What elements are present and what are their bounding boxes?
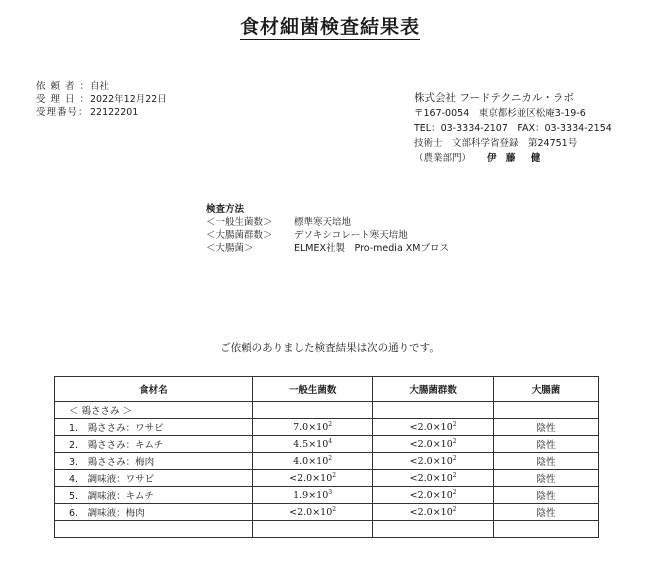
method-value: ELMEX社製 Pro-media XMブロス: [294, 243, 449, 254]
method-item: [206, 229, 449, 242]
table-empty-row: [55, 521, 599, 538]
lab-address: 〒167-0054 東京都杉並区松庵3-19-6: [414, 108, 586, 119]
general-count: [252, 436, 373, 453]
method-item: [206, 242, 449, 255]
general-count: [252, 470, 373, 487]
general-count-base: 4.5×10: [293, 439, 329, 450]
intro-text: ご依頼のありました検査結果は次の通りです。: [220, 342, 440, 354]
general-count-base: 7.0×10: [293, 422, 329, 433]
empty-cell: [373, 521, 494, 538]
ecoli-result: 陰性: [493, 504, 598, 521]
general-count-exponent: 2: [328, 421, 333, 428]
general-count-base: 1.9×10: [293, 490, 329, 501]
coliform-count-base: <2.0×10: [409, 456, 453, 467]
coliform-count-exponent: 2: [452, 489, 457, 496]
food-name: 6. 調味液：梅肉: [55, 504, 253, 521]
food-name: 5. 調味液：キムチ: [55, 487, 253, 504]
coliform-count: [373, 419, 494, 436]
table-group-row: [55, 402, 599, 419]
lab-tel-fax: TEL：03-3334-2107 FAX：03-3334-2154: [414, 123, 612, 134]
method-label: ＜一般生菌数＞: [206, 217, 273, 228]
client-value: 自社: [90, 81, 110, 92]
date-value: 2022年12月22日: [90, 94, 167, 105]
document-title: [0, 12, 660, 39]
empty-cell: [493, 521, 598, 538]
food-name: 4. 調味液：ワサビ: [55, 470, 253, 487]
method-value: 標準寒天培地: [294, 217, 352, 228]
coliform-count-exponent: 2: [452, 472, 457, 479]
empty-cell: [252, 402, 373, 419]
food-name: 3. 鶏ささみ：梅肉: [55, 453, 253, 470]
empty-cell: [493, 402, 598, 419]
group-label: ＜ 鶏ささみ ＞: [55, 402, 253, 419]
table-row: [55, 487, 599, 504]
test-method: [206, 203, 449, 255]
lab-department-row: [414, 151, 612, 166]
method-heading: 検査方法: [206, 204, 245, 215]
coliform-count: [373, 487, 494, 504]
lab-company: 株式会社 フードテクニカル・ラボ: [414, 92, 574, 104]
general-count: [252, 453, 373, 470]
header-food-name: 食材名: [55, 377, 253, 402]
client-label: 依 頼 者 ：: [36, 81, 91, 92]
empty-cell: [373, 402, 494, 419]
number-label: 受理番号：: [36, 107, 89, 118]
ecoli-result: 陰性: [493, 453, 598, 470]
general-count-exponent: 2: [332, 506, 337, 513]
table-row: [55, 453, 599, 470]
coliform-count-exponent: 2: [452, 455, 457, 462]
table-row: [55, 436, 599, 453]
coliform-count-exponent: 2: [452, 506, 457, 513]
coliform-count: [373, 436, 494, 453]
lab-engineer: 技術士 文部科学省登録 第24751号: [414, 138, 578, 149]
food-name: 2. 鶏ささみ：キムチ: [55, 436, 253, 453]
table-row: [55, 419, 599, 436]
ecoli-result: 陰性: [493, 470, 598, 487]
general-count-base: <2.0×10: [289, 507, 333, 518]
number-value: 22122201: [90, 107, 139, 118]
lab-person: 伊 藤 健: [487, 153, 544, 164]
method-label: ＜大腸菌群数＞: [206, 230, 273, 241]
coliform-count-base: <2.0×10: [409, 422, 453, 433]
header-general-count: 一般生菌数: [252, 377, 373, 402]
general-count-exponent: 3: [328, 489, 333, 496]
food-name: 1. 鶏ささみ：ワサビ: [55, 419, 253, 436]
coliform-count-base: <2.0×10: [409, 473, 453, 484]
general-count-base: <2.0×10: [289, 473, 333, 484]
method-value: デソキシコレート寒天培地: [294, 230, 408, 241]
general-count: [252, 419, 373, 436]
coliform-count-base: <2.0×10: [409, 490, 453, 501]
header-ecoli: 大腸菌: [493, 377, 598, 402]
table-row: [55, 504, 599, 521]
ecoli-result: 陰性: [493, 487, 598, 504]
coliform-count: [373, 504, 494, 521]
general-count-base: 4.0×10: [293, 456, 329, 467]
lab-department: （農業部門）: [414, 153, 472, 164]
number-row: [36, 106, 167, 119]
ecoli-result: 陰性: [493, 419, 598, 436]
coliform-count-exponent: 2: [452, 438, 457, 445]
general-count-exponent: 2: [328, 455, 333, 462]
date-row: [36, 93, 167, 106]
general-count-exponent: 4: [328, 438, 333, 445]
coliform-count-exponent: 2: [452, 421, 457, 428]
header-coliform-count: 大腸菌群数: [373, 377, 494, 402]
empty-cell: [252, 521, 373, 538]
general-count: [252, 487, 373, 504]
date-label: 受 理 日 ：: [36, 94, 91, 105]
request-info: [36, 80, 167, 119]
results-table: [54, 376, 599, 538]
method-label: ＜大腸菌＞: [206, 243, 254, 254]
document-title-text: 食材細菌検査結果表: [239, 16, 420, 38]
coliform-count: [373, 470, 494, 487]
general-count: [252, 504, 373, 521]
lab-info: [414, 91, 612, 166]
general-count-exponent: 2: [332, 472, 337, 479]
table-row: [55, 470, 599, 487]
ecoli-result: 陰性: [493, 436, 598, 453]
client-row: [36, 80, 167, 93]
method-item: [206, 216, 449, 229]
table-header-row: [55, 377, 599, 402]
empty-cell: [55, 521, 253, 538]
coliform-count-base: <2.0×10: [409, 439, 453, 450]
coliform-count-base: <2.0×10: [409, 507, 453, 518]
coliform-count: [373, 453, 494, 470]
